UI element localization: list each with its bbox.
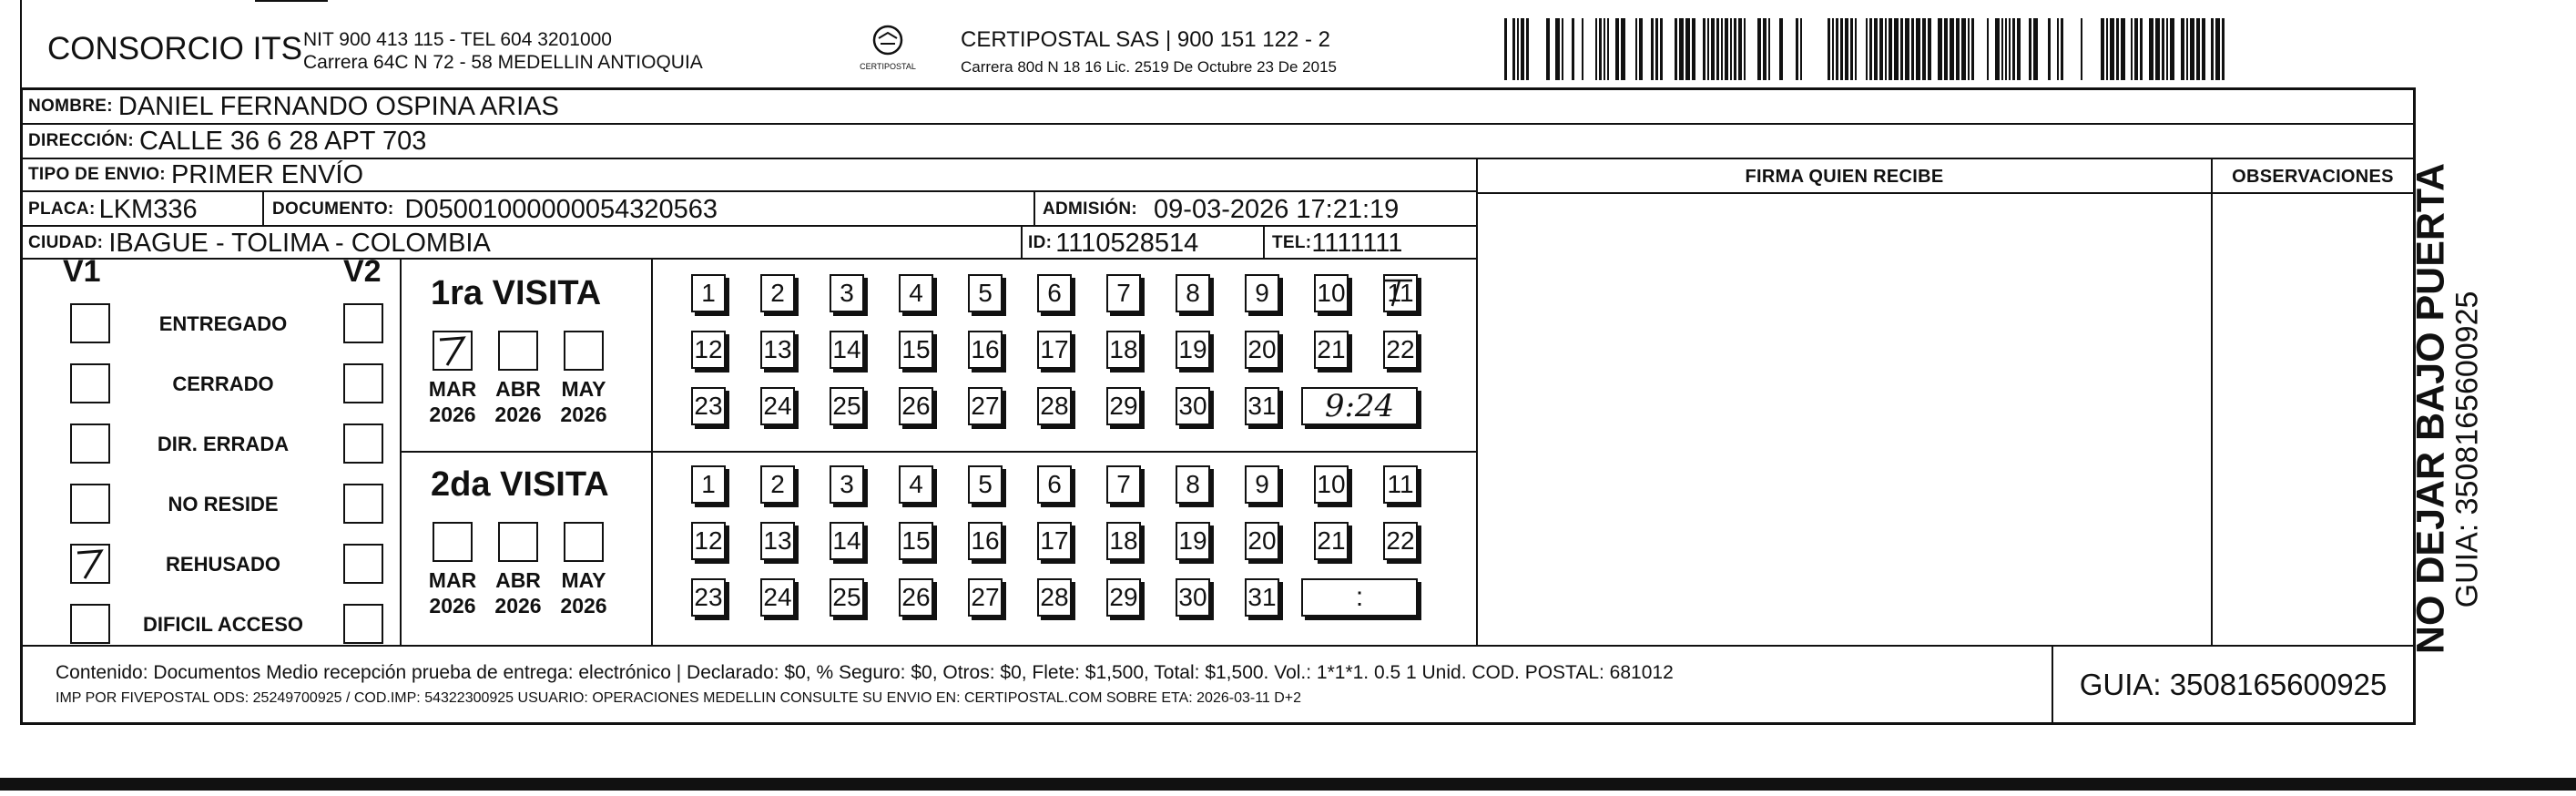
second-visit-day-7[interactable]: 7 (1106, 465, 1141, 504)
month-label (420, 567, 485, 618)
company-nit: NIT 900 413 115 - TEL 604 3201000 (303, 29, 612, 50)
second-visit-day-22[interactable]: 22 (1383, 522, 1418, 560)
first-visit-day-12[interactable]: 12 (691, 331, 726, 369)
first-visit-day-3[interactable]: 3 (830, 274, 864, 312)
courier-address: Carrera 80d N 18 16 Lic. 2519 De Octubre 23 De 2015 (961, 58, 1337, 76)
first-visit-month-checkbox[interactable] (433, 331, 473, 371)
footer-imp: IMP POR FIVEPOSTAL ODS: 25249700925 / COD.IMP: 54322300925 USUARIO: OPERACIONES MEDELLIN CONSULTE SU ENVIO EN: CERTIPOSTAL.COM SOBRE ETA: 2026-03-11 D+2 (56, 690, 1302, 706)
direccion-label: DIRECCIÓN: (28, 131, 134, 150)
documento-value: D05001000000054320563 (404, 194, 718, 224)
second-visit-day-21[interactable]: 21 (1314, 522, 1349, 560)
footer-contenido: Contenido: Documentos Medio recepción prueba de entrega: electrónico | Declarado: $0, % Seguro: $0, Otros: $0, Flete: $1,500, Total: $1,500. Vol.: 1*1*1. 0.5 1 Unid. COD. POSTAL: 681012 (56, 662, 1674, 683)
status-v1-checkbox[interactable] (70, 363, 110, 403)
first-visit-day-23[interactable]: 23 (691, 387, 726, 425)
visit-divider-horizontal (400, 451, 1476, 453)
first-visit-day-5[interactable]: 5 (968, 274, 1003, 312)
tel-cell (1263, 227, 1476, 260)
first-visit-day-20[interactable]: 20 (1245, 331, 1279, 369)
barcode-icon (1504, 18, 2235, 80)
first-visit-day-18[interactable]: 18 (1106, 331, 1141, 369)
strike-mark-icon (1381, 275, 1416, 310)
courier-logo (856, 22, 920, 77)
first-visit-month-checkbox[interactable] (498, 331, 538, 371)
month-year: 2026 (560, 594, 607, 617)
first-visit-title: 1ra VISITA (431, 274, 602, 312)
first-visit-day-11[interactable]: 11 (1383, 274, 1418, 312)
firma-header: FIRMA QUIEN RECIBE (1745, 167, 1944, 187)
status-label: DIR. ERRADA (157, 433, 290, 455)
second-visit-day-24[interactable]: 24 (760, 578, 795, 617)
first-visit-day-1[interactable]: 1 (691, 274, 726, 312)
month-name: MAR (428, 377, 477, 401)
status-label: CERRADO (172, 372, 274, 395)
first-visit-day-29[interactable]: 29 (1106, 387, 1141, 425)
id-cell (1021, 227, 1276, 260)
ciudad-value: IBAGUE - TOLIMA - COLOMBIA (108, 228, 491, 258)
month-label (551, 376, 616, 427)
month-label (420, 376, 485, 427)
first-visit-day-15[interactable]: 15 (899, 331, 933, 369)
observaciones-column (2211, 159, 2213, 645)
first-visit-day-16[interactable]: 16 (968, 331, 1003, 369)
first-visit-day-14[interactable]: 14 (830, 331, 864, 369)
second-visit-day-26[interactable]: 26 (899, 578, 933, 617)
placa-cell (23, 192, 264, 227)
status-label: NO RESIDE (168, 493, 279, 515)
second-visit-day-23[interactable]: 23 (691, 578, 726, 617)
first-visit-day-21[interactable]: 21 (1314, 331, 1349, 369)
month-name: MAR (428, 568, 477, 592)
second-visit-day-16[interactable]: 16 (968, 522, 1003, 560)
month-name: MAY (561, 377, 606, 401)
second-visit-day-29[interactable]: 29 (1106, 578, 1141, 617)
status-v2-checkbox[interactable] (343, 363, 383, 403)
first-visit-time-value: 9:24 (1324, 388, 1395, 424)
second-visit-day-18[interactable]: 18 (1106, 522, 1141, 560)
status-v2-checkbox[interactable] (343, 424, 383, 464)
check-mark-icon (434, 332, 471, 369)
first-visit-day-19[interactable]: 19 (1176, 331, 1210, 369)
logo-text: CERTIPOSTAL (860, 62, 916, 71)
status-label: ENTREGADO (158, 312, 288, 335)
second-visit-day-3[interactable]: 3 (830, 465, 864, 504)
status-v1-checkbox[interactable] (70, 303, 110, 343)
month-year: 2026 (429, 594, 476, 617)
placa-label: PLACA: (28, 199, 96, 219)
company-name: CONSORCIO ITS (47, 31, 303, 66)
second-visit-day-4[interactable]: 4 (899, 465, 933, 504)
status-label: REHUSADO (166, 553, 280, 576)
second-visit-time-value: : (1355, 582, 1364, 612)
bottom-rule (0, 778, 2576, 791)
first-visit-day-10[interactable]: 10 (1314, 274, 1349, 312)
first-visit-day-2[interactable]: 2 (760, 274, 795, 312)
status-panel (23, 254, 1476, 645)
first-visit-day-9[interactable]: 9 (1245, 274, 1279, 312)
month-year: 2026 (494, 594, 542, 617)
courier-name: CERTIPOSTAL SAS | 900 151 122 - 2 (961, 27, 1330, 52)
status-v2-checkbox[interactable] (343, 484, 383, 524)
first-visit-day-30[interactable]: 30 (1176, 387, 1210, 425)
first-visit-day-27[interactable]: 27 (968, 387, 1003, 425)
second-visit-time[interactable] (1301, 578, 1418, 617)
month-year: 2026 (429, 403, 476, 426)
observaciones-header: OBSERVACIONES (2232, 167, 2394, 187)
status-v1-checkbox[interactable] (70, 484, 110, 524)
second-visit-day-27[interactable]: 27 (968, 578, 1003, 617)
nombre-value: DANIEL FERNANDO OSPINA ARIAS (117, 91, 559, 121)
second-visit-month-checkbox[interactable] (564, 522, 604, 562)
second-visit-day-31[interactable]: 31 (1245, 578, 1279, 617)
second-visit-day-20[interactable]: 20 (1245, 522, 1279, 560)
second-visit-day-28[interactable]: 28 (1037, 578, 1072, 617)
second-visit-month-checkbox[interactable] (433, 522, 473, 562)
v2-label: V2 (343, 254, 382, 289)
first-visit-day-7[interactable]: 7 (1106, 274, 1141, 312)
status-v2-checkbox[interactable] (343, 604, 383, 644)
direccion-value: CALLE 36 6 28 APT 703 (138, 126, 427, 156)
status-v2-checkbox[interactable] (343, 544, 383, 584)
second-visit-day-19[interactable]: 19 (1176, 522, 1210, 560)
shipping-form (20, 87, 2416, 725)
second-visit-day-25[interactable]: 25 (830, 578, 864, 617)
row-nombre (23, 90, 2413, 125)
second-visit-month-checkbox[interactable] (498, 522, 538, 562)
id-label: ID: (1028, 233, 1053, 252)
columns-header-rule (1476, 192, 2413, 194)
second-visit-day-1[interactable]: 1 (691, 465, 726, 504)
first-visit-day-25[interactable]: 25 (830, 387, 864, 425)
month-label (485, 376, 551, 427)
ciudad-label: CIUDAD: (28, 233, 104, 252)
status-v2-checkbox[interactable] (343, 303, 383, 343)
documento-cell (267, 192, 1059, 227)
v1-label: V1 (63, 254, 101, 289)
tipo-value: PRIMER ENVÍO (170, 159, 364, 189)
second-visit-day-10[interactable]: 10 (1314, 465, 1349, 504)
first-visit-day-22[interactable]: 22 (1383, 331, 1418, 369)
status-v1-checkbox[interactable] (70, 424, 110, 464)
first-visit-month-checkbox[interactable] (564, 331, 604, 371)
side-warning: NO DEJAR BAJO PUERTA (2408, 162, 2453, 655)
month-name: ABR (495, 568, 541, 592)
first-visit-day-4[interactable]: 4 (899, 274, 933, 312)
status-v1-checkbox[interactable] (70, 604, 110, 644)
first-visit-day-13[interactable]: 13 (760, 331, 795, 369)
second-visit-day-13[interactable]: 13 (760, 522, 795, 560)
first-visit-day-28[interactable]: 28 (1037, 387, 1072, 425)
month-label (551, 567, 616, 618)
footer-guia-box (2052, 647, 2413, 722)
month-year: 2026 (494, 403, 542, 426)
ciudad-cell (23, 227, 1024, 260)
barcode (1504, 18, 2235, 80)
second-visit-day-12[interactable]: 12 (691, 522, 726, 560)
second-visit-day-6[interactable]: 6 (1037, 465, 1072, 504)
placa-value: LKM336 (98, 194, 198, 224)
tel-label: TEL: (1272, 233, 1312, 252)
status-v1-checkbox[interactable] (70, 544, 110, 584)
second-visit-day-8[interactable]: 8 (1176, 465, 1210, 504)
month-year: 2026 (560, 403, 607, 426)
admision-cell (1033, 192, 1476, 227)
month-name: ABR (495, 377, 541, 401)
company-address: Carrera 64C N 72 - 58 MEDELLIN ANTIOQUIA (303, 52, 703, 73)
first-visit-day-6[interactable]: 6 (1037, 274, 1072, 312)
side-guia: GUIA: 3508165600925 (2449, 291, 2485, 608)
row-tipo (23, 159, 1476, 192)
first-visit-day-24[interactable]: 24 (760, 387, 795, 425)
second-visit-day-17[interactable]: 17 (1037, 522, 1072, 560)
first-visit-day-17[interactable]: 17 (1037, 331, 1072, 369)
month-name: MAY (561, 568, 606, 592)
documento-label: DOCUMENTO: (272, 199, 394, 219)
second-visit-day-30[interactable]: 30 (1176, 578, 1210, 617)
first-visit-time[interactable] (1301, 387, 1418, 425)
firma-column (1476, 159, 1478, 645)
check-mark-icon (72, 546, 108, 582)
footer-guia: GUIA: 3508165600925 (2079, 667, 2388, 701)
nombre-label: NOMBRE: (28, 97, 113, 116)
admision-label: ADMISIÓN: (1043, 199, 1138, 219)
status-label: DIFICIL ACCESO (142, 613, 303, 636)
second-visit-day-2[interactable]: 2 (760, 465, 795, 504)
tel-value: 1111111 (1311, 228, 1403, 258)
second-visit-day-5[interactable]: 5 (968, 465, 1003, 504)
first-visit-day-8[interactable]: 8 (1176, 274, 1210, 312)
second-visit-day-9[interactable]: 9 (1245, 465, 1279, 504)
first-visit-day-31[interactable]: 31 (1245, 387, 1279, 425)
second-visit-title: 2da VISITA (431, 465, 609, 504)
second-visit-day-14[interactable]: 14 (830, 522, 864, 560)
first-visit-day-26[interactable]: 26 (899, 387, 933, 425)
month-label (485, 567, 551, 618)
second-visit-day-11[interactable]: 11 (1383, 465, 1418, 504)
tipo-label: TIPO DE ENVIO: (28, 165, 166, 184)
admision-value: 09-03-2026 17:21:19 (1154, 194, 1400, 224)
top-left-rule (255, 0, 328, 2)
second-visit-day-15[interactable]: 15 (899, 522, 933, 560)
row-direccion (23, 125, 2413, 159)
id-value: 1110528514 (1055, 228, 1199, 258)
